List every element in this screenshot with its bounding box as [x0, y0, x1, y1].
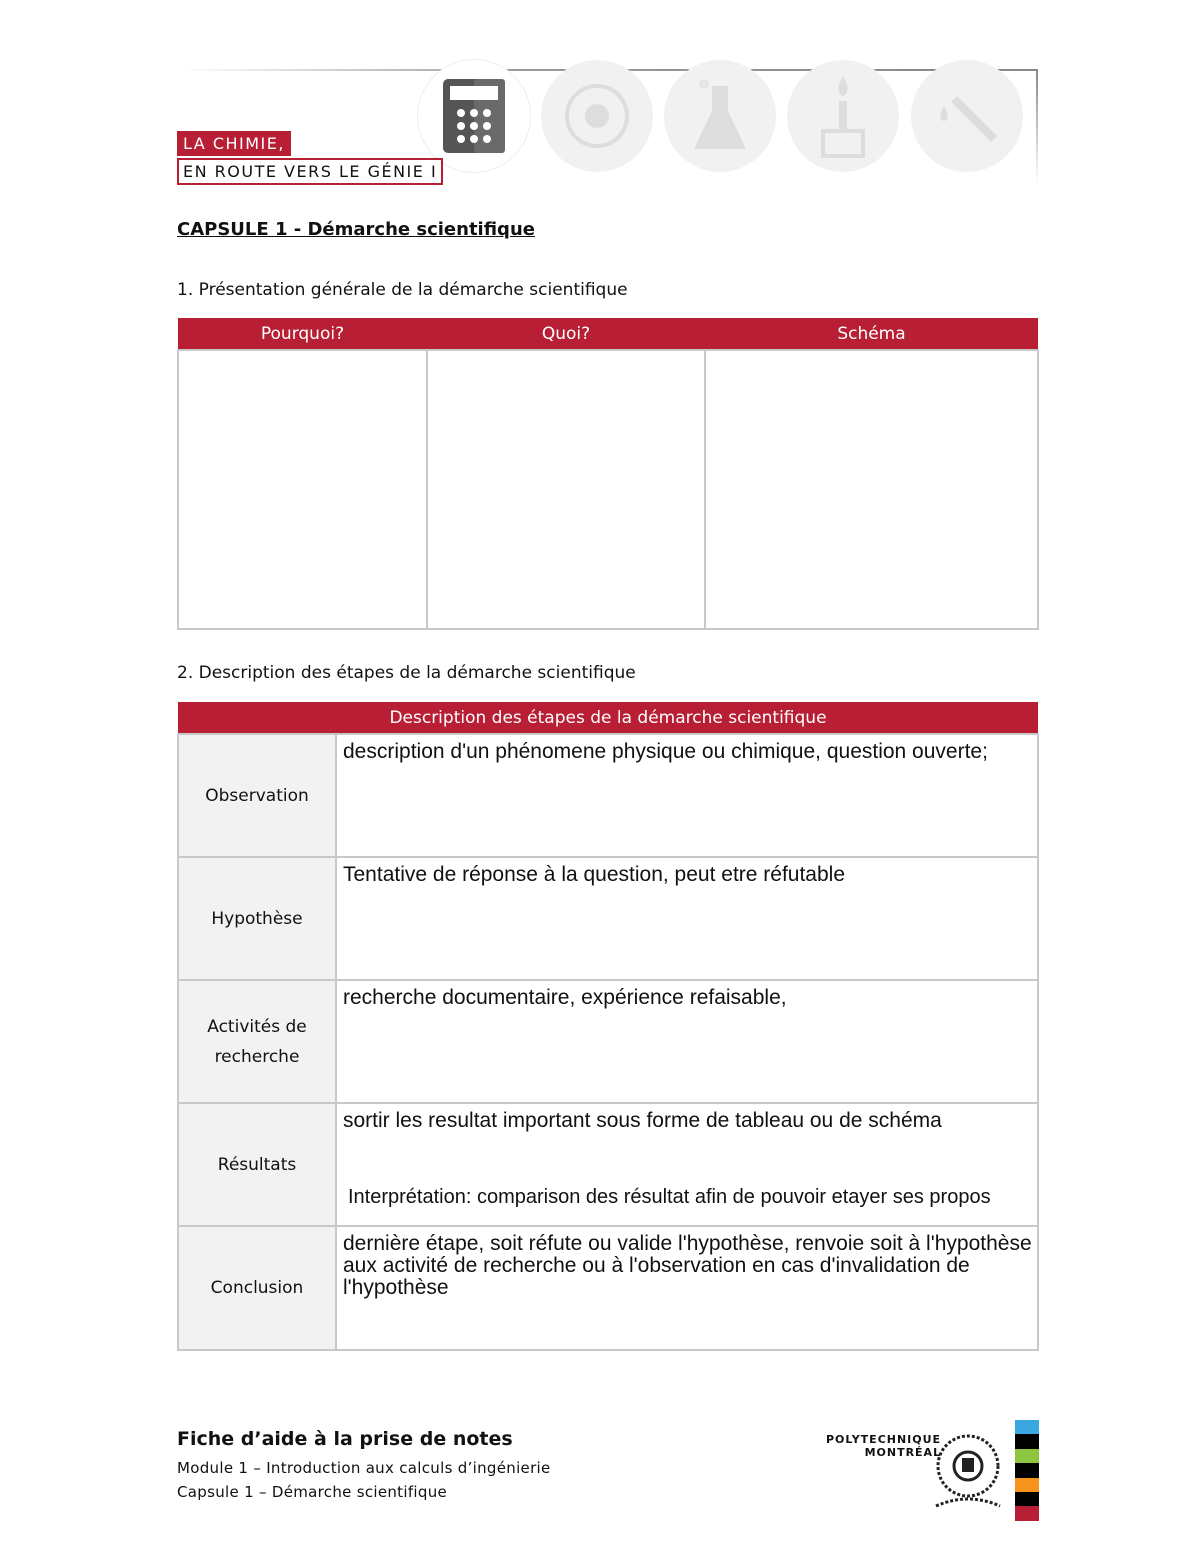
burner-icon [787, 60, 899, 172]
row-text[interactable] [336, 1103, 1038, 1226]
calculator-icon [418, 60, 530, 172]
row-text-main: recherche documentaire, expérience refaisable, [343, 986, 787, 1009]
section1-heading: 1. Présentation générale de la démarche scientifique [177, 280, 628, 300]
table-row [178, 857, 1038, 980]
col-header-schema: Schéma [705, 318, 1038, 350]
row-text[interactable] [336, 1226, 1038, 1350]
cell-quoi[interactable] [427, 350, 705, 629]
row-text[interactable] [336, 857, 1038, 980]
flask-icon [664, 60, 776, 172]
footer-title: Fiche d’aide à la prise de notes [177, 1428, 513, 1450]
table-row [178, 1226, 1038, 1350]
color-bar [1015, 1449, 1039, 1463]
overview-table [177, 318, 1039, 630]
brand-subtitle: EN ROUTE VERS LE GÉNIE I [177, 158, 443, 185]
logo-line1: POLYTECHNIQUE [826, 1433, 942, 1446]
color-bar [1015, 1506, 1039, 1520]
row-text-main: description d'un phénomene physique ou chimique, question ouverte; [343, 740, 988, 763]
row-text-main: sortir les resultat important sous forme de tableau ou de schéma [343, 1109, 942, 1132]
row-label: Observation [178, 734, 336, 857]
table-row [178, 1103, 1038, 1226]
cell-schema[interactable] [705, 350, 1038, 629]
row-text-main: Tentative de réponse à la question, peut etre réfutable [343, 863, 846, 886]
header-rule-right [1036, 69, 1038, 184]
color-bar [1015, 1492, 1039, 1506]
color-bars [1015, 1420, 1039, 1521]
color-bar [1015, 1434, 1039, 1448]
seal-icon [932, 1428, 1004, 1518]
row-text-main: dernière étape, soit réfute ou valide l'hypothèse, renvoie soit à l'hypothèse aux activité de recherche ou à l'observation en cas d'invalidation de l'hypothèse [343, 1232, 1032, 1299]
row-label: Résultats [178, 1103, 336, 1226]
footer-capsule: Capsule 1 – Démarche scientifique [177, 1483, 448, 1501]
table-row [178, 980, 1038, 1103]
col-header-quoi: Quoi? [427, 318, 705, 350]
brand-label: LA CHIMIE, [177, 131, 291, 156]
color-bar [1015, 1478, 1039, 1492]
row-label: Hypothèse [178, 857, 336, 980]
row-text[interactable] [336, 734, 1038, 857]
logo-line2: MONTRÉAL [864, 1446, 942, 1459]
polytechnique-logo-text [826, 1433, 941, 1459]
table-row [178, 734, 1038, 857]
footer-module: Module 1 – Introduction aux calculs d’ingénierie [177, 1459, 551, 1477]
row-label: Conclusion [178, 1226, 336, 1350]
atom-icon [541, 60, 653, 172]
color-bar [1015, 1463, 1039, 1477]
row-text[interactable] [336, 980, 1038, 1103]
dropper-icon [911, 60, 1023, 172]
steps-table [177, 702, 1039, 1351]
page-title: CAPSULE 1 - Démarche scientifique [177, 219, 535, 240]
row-text-interpretation: Interprétation: comparison des résultat afin de pouvoir etayer ses propos [348, 1186, 991, 1208]
row-label: Activités de recherche [178, 980, 336, 1103]
section2-heading: 2. Description des étapes de la démarche scientifique [177, 663, 636, 683]
color-bar [1015, 1420, 1039, 1434]
cell-pourquoi[interactable] [178, 350, 427, 629]
col-header-pourquoi: Pourquoi? [178, 318, 427, 350]
steps-table-title: Description des étapes de la démarche scientifique [178, 702, 1038, 734]
